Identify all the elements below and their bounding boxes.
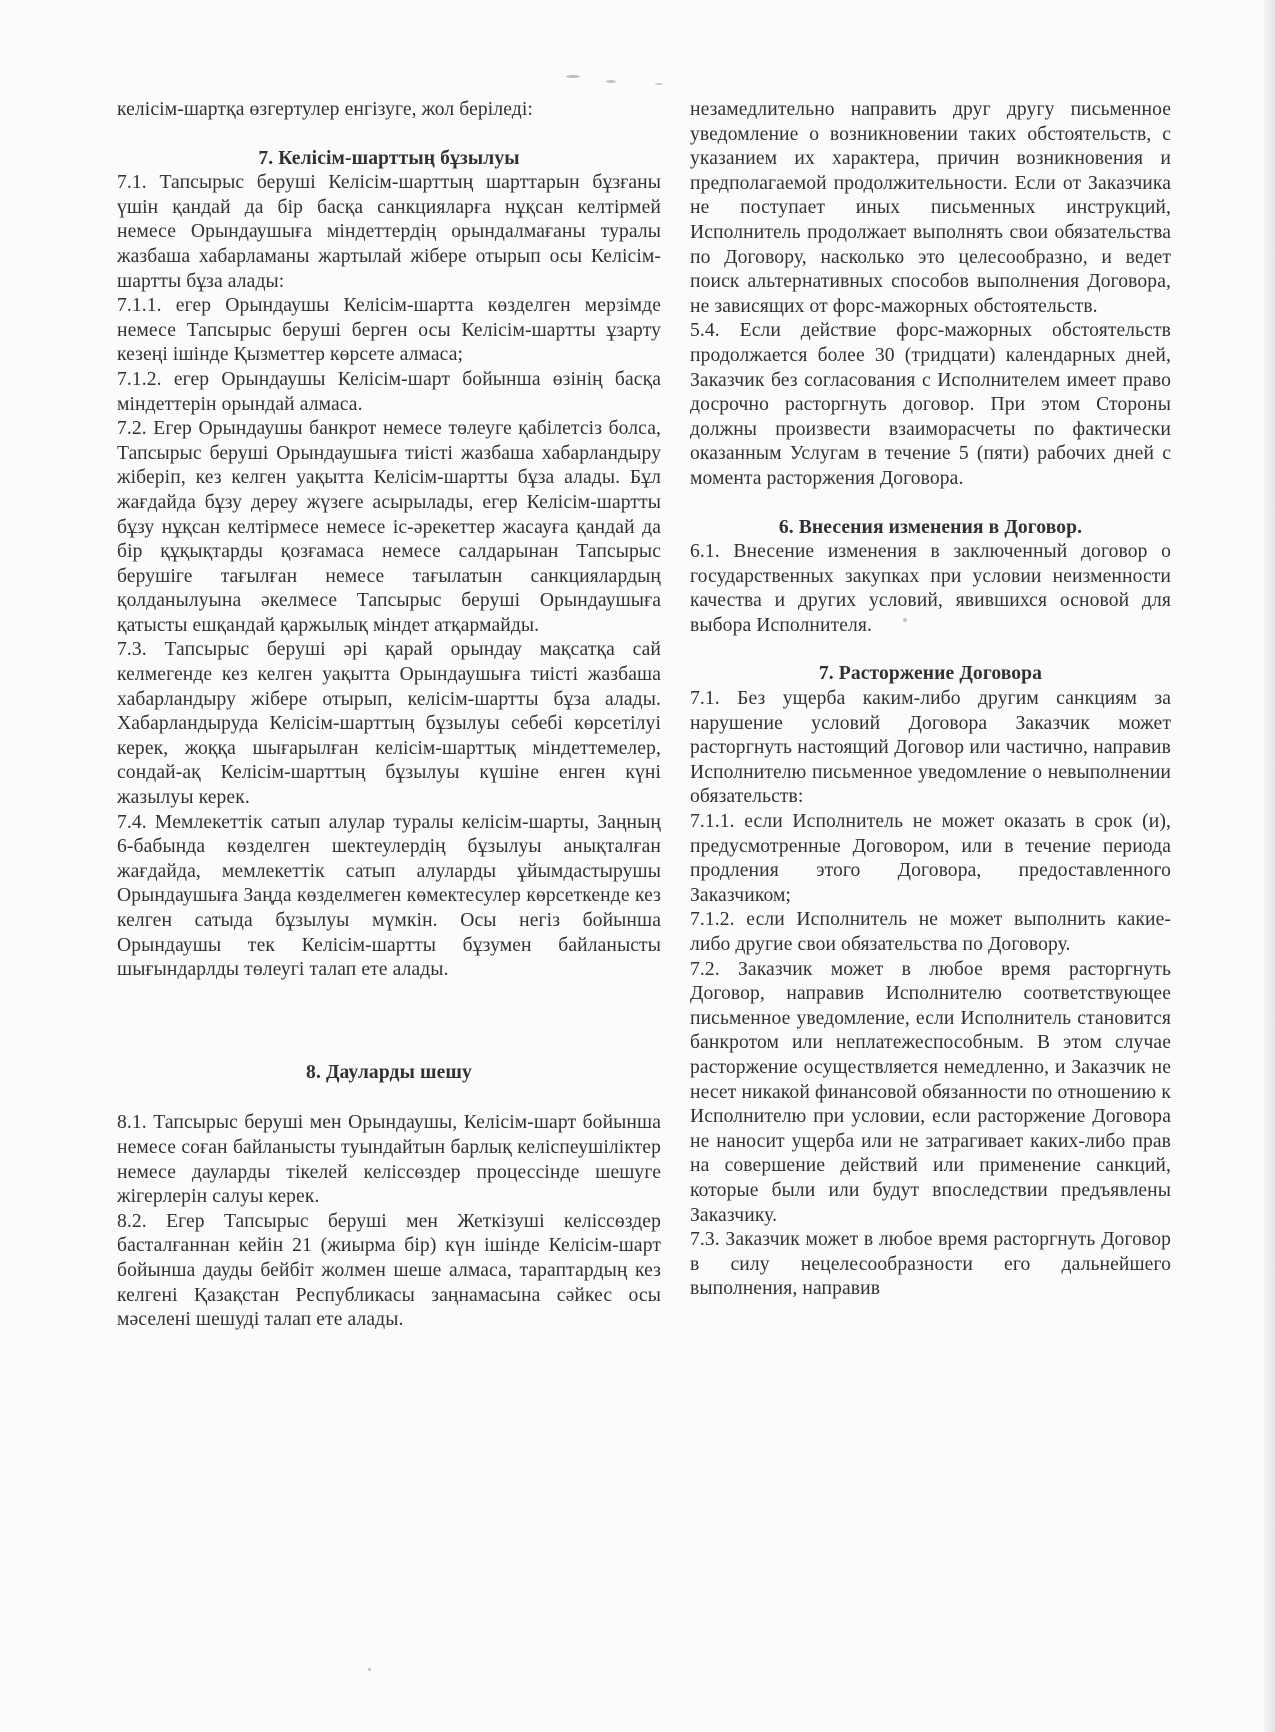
- clause-7-3-kz: 7.3. Тапсырыс беруші әрі қарай орындау мақсатқа сай келмегенде кез келген уақытта Орындаушыға тиісті жазбаша хабарландыру жібере отырып, келісім-шартты бұза алады. Хабарландыруда Келісім-шарттың бұзылуы себебі көрсетілуі керек, жоққа шығарылған келісім-шарттық міндеттемелер, сондай-ақ Келісім-шарттың бұзылуы күшіне енген күні жазылуы керек.: [117, 639, 661, 809]
- clause-7-1-ru: 7.1. Без ущерба каким-либо другим санкциям за нарушение условий Договора Заказчик может расторгнуть настоящий Договор или частично, направив Исполнителю письменное уведомление о невыполнении обязательств:: [690, 688, 1171, 808]
- scan-speck: [655, 83, 663, 85]
- scan-speck: [566, 75, 580, 78]
- scan-speck: [368, 1668, 371, 1671]
- clause-7-1-1-kz: 7.1.1. егер Орындаушы Келісім-шартта көзделген мерзімде немесе Тапсырыс беруші берген осы Келісім-шартты ұзарту кезеңі ішінде Қызметтер көрсете алмаса;: [117, 295, 661, 366]
- section-8-heading-kz: 8. Дауларды шешу: [306, 1061, 472, 1083]
- clause-7-3-ru: 7.3. Заказчик может в любое время расторгнуть Договор в силу нецелесообразности его дальнейшего выполнения, направив: [690, 1229, 1171, 1300]
- clause-7-4-kz: 7.4. Мемлекеттік сатып алулар туралы келісім-шарты, Заңның 6-бабында көзделген шектеулердің бұзылуы анықталған жағдайда, мемлекеттік сатып алуларды ұйымдастырушы Орындаушыға Заңда көзделмеген көмектесулер көрсеткенде кез келген сатыда бұзылуы мүмкін. Осы негіз бойынша Орындаушы тек Келісім-шартты бұзумен байланысты шығындарлды төлеугі талап ете алады.: [117, 811, 661, 981]
- section-6-heading-ru: 6. Внесения изменения в Договор.: [778, 516, 1083, 538]
- clause-7-1-kz: 7.1. Тапсырыс беруші Келісім-шарттың шарттарын бұзғаны үшін қандай да бір басқа санкцияларға нұқсан келтірмей немесе Орындаушыға міндеттердің орындалмағаны туралы жазбаша хабарламаны жартылай жібере отырып осы Келісім-шартты бұза алады:: [117, 172, 661, 292]
- clause-7-1-1-ru: 7.1.1. если Исполнитель не может оказать в срок (и), предусмотренные Договором, или в течение периода продления этого Договора, предоставленного Заказчиком;: [690, 811, 1171, 906]
- clause-7-1-2-ru: 7.1.2. если Исполнитель не может выполнить какие-либо другие свои обязательства по Договору.: [690, 909, 1171, 955]
- scan-edge-shadow: [1264, 0, 1275, 1732]
- section-7-heading-ru: 7. Расторжение Договора: [818, 663, 1043, 685]
- clause-5-continuation-ru: незамедлительно направить друг другу письменное уведомление о возникновении таких обстоятельств, с указанием их характера, причин возникновения и предполагаемой продолжительности. Если от Заказчика не поступает иных письменных инструкций, Исполнитель продолжает выполнять свои обязательства по Договору, насколько это целесообразно, и ведет поиск альтернативных способов выполнения Договора, не зависящих от форс-мажорных обстоятельств.: [690, 99, 1171, 317]
- clause-8-1-kz: 8.1. Тапсырыс беруші мен Орындаушы, Келісім-шарт бойынша немесе соған байланысты туындайтын барлық келіспеушіліктер немесе дауларды тікелей келіссөздер процессінде шешуге жігерлерін салуы керек.: [117, 1112, 661, 1208]
- russian-column: [690, 98, 1171, 1302]
- clause-7-2-ru: 7.2. Заказчик может в любое время расторгнуть Договор, направив Исполнителю соответствующее письменное уведомление, если Исполнитель становится банкротом или неплатежеспособным. В этом случае расторжение осуществляется немедленно, и Заказчик не несет никакой финансовой обязанности по отношению к Исполнителю при условии, если расторжение Договора не наносит ущерба или не затрагивает каких-либо прав на совершение действий или применение санкций, которые были или будут впоследствии предъявлены Заказчику.: [690, 958, 1171, 1226]
- scan-speck: [606, 80, 616, 83]
- intro-paragraph: келісім-шартқа өзгертулер енгізуге, жол беріледі:: [117, 99, 533, 120]
- clause-8-2-kz: 8.2. Егер Тапсырыс беруші мен Жеткізуші келіссөздер басталғаннан кейін 21 (жиырма бір) күн ішінде Келісім-шарт бойынша дауды бейбіт жолмен шеше алмаса, тараптардың кез келгені Қазақстан Республикасы заңнамасына сәйкес осы мәселені шешуді талап ете алады.: [117, 1210, 661, 1331]
- scan-speck: [903, 618, 907, 622]
- clause-5-4-ru: 5.4. Если действие форс-мажорных обстоятельств продолжается более 30 (тридцати) календарных дней, Заказчик без согласования с Исполнителем имеет право досрочно расторгнуть договор. При этом Стороны должны произвести взаиморасчеты по фактически оказанным Услугам в течение 5 (пяти) рабочих дней с момента расторжения Договора.: [690, 320, 1171, 489]
- clause-7-1-2-kz: 7.1.2. егер Орындаушы Келісім-шарт бойынша өзінің басқа міндеттерін орындай алмаса.: [117, 368, 661, 415]
- clause-6-1-ru: 6.1. Внесение изменения в заключенный договор о государственных закупках при условии неизменности качества и других условий, явившихся основой для выбора Исполнителя.: [690, 541, 1171, 636]
- section-7-heading-kz: 7. Келісім-шарттың бұзылуы: [258, 147, 520, 169]
- kazakh-column: [117, 98, 661, 1333]
- clause-7-2-kz: 7.2. Егер Орындаушы банкрот немесе төлеуге қабілетсіз болса, Тапсырыс беруші Орындаушыға тиісті жазбаша хабарландыру жіберіп, кез келген уақытта Келісім-шартты бұза алады. Бұл жағдайда бұзу дереу жүзеге асырылады, егер Келісім-шартты бұзу нұқсан келтірмесе немесе іс-әрекеттер жасауға қандай да бір құқықтарды қозғамаса немесе салдарынан Тапсырыс берушіге тағылған немесе тағылатын санкциялардың қолданылуына әкелмесе Тапсырыс беруші Орындаушыға қатысты ешқандай қаржылық міндет атқармайды.: [117, 418, 661, 636]
